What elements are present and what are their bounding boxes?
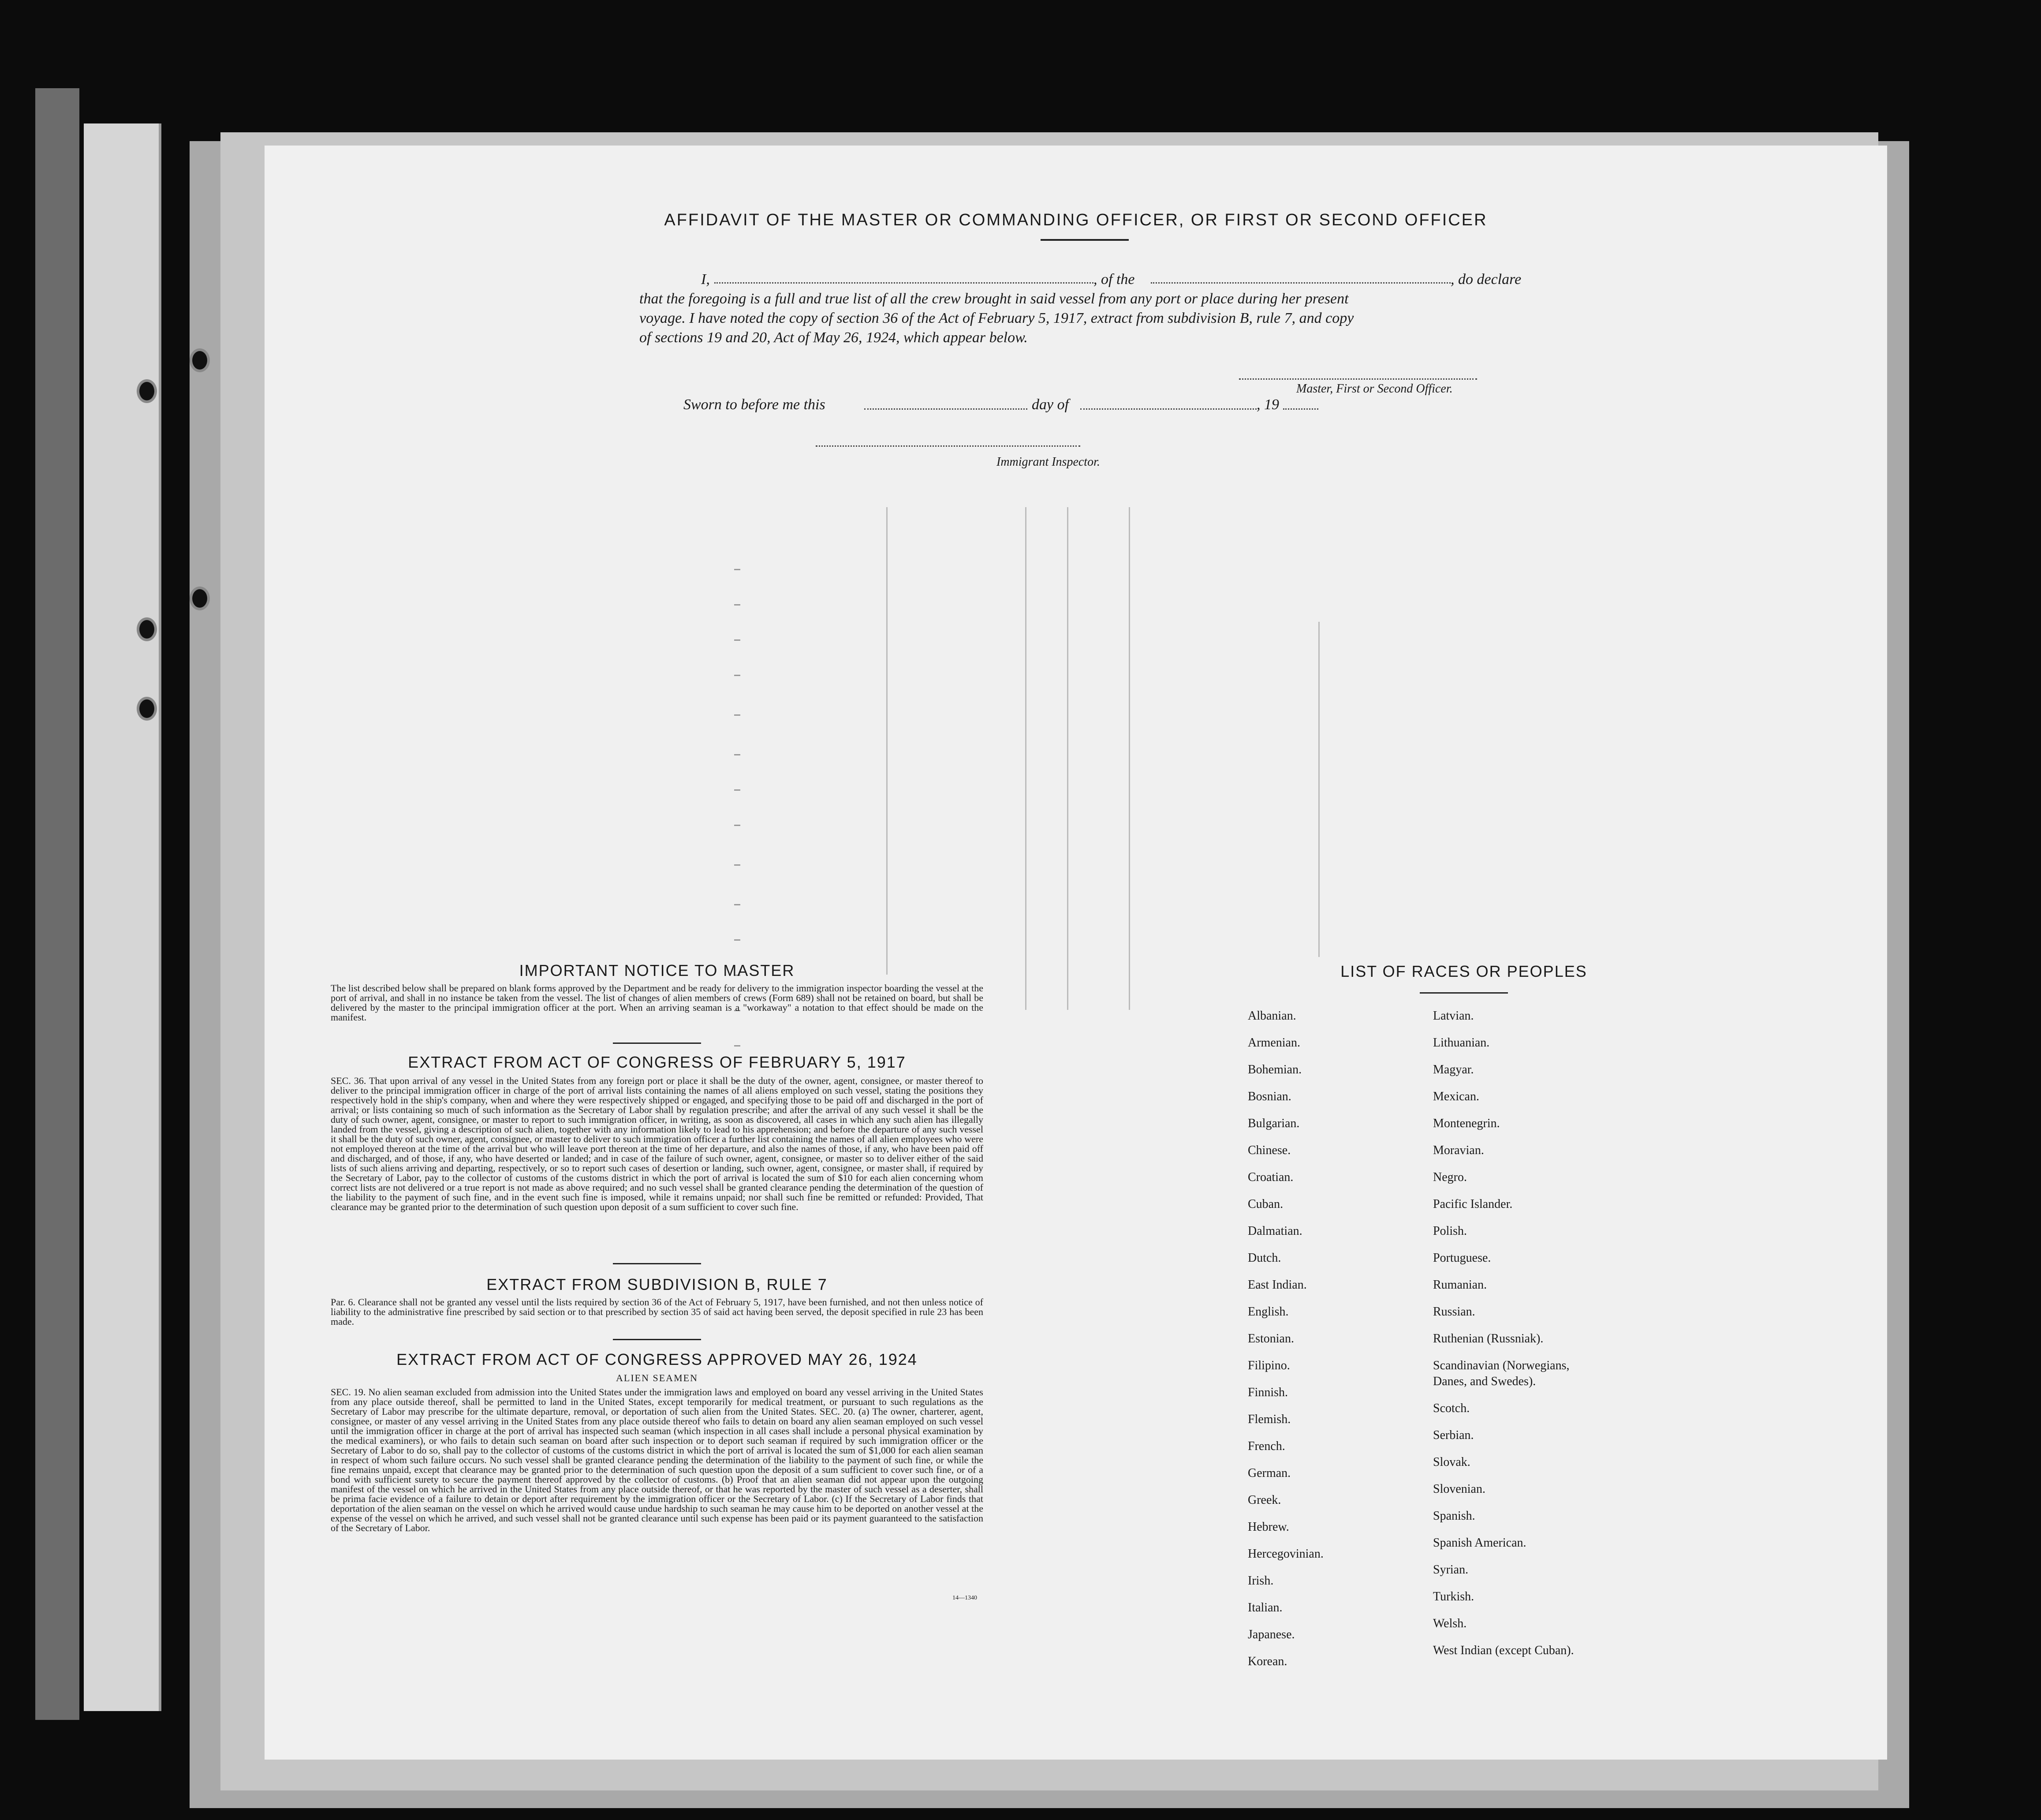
- faint-tick: [734, 569, 740, 570]
- faint-column-line: [1025, 507, 1026, 1010]
- rule-7-title: EXTRACT FROM SUBDIVISION B, RULE 7: [486, 1275, 828, 1293]
- race-item: Pacific Islander.: [1433, 1197, 1513, 1211]
- binder-strip: [35, 88, 79, 1720]
- faint-tick: [734, 1045, 740, 1046]
- race-item: Slovak.: [1433, 1455, 1470, 1469]
- race-item: Albanian.: [1248, 1009, 1296, 1023]
- race-item: Bulgarian.: [1248, 1117, 1300, 1130]
- race-item: Irish.: [1248, 1574, 1274, 1588]
- inspector-label: Immigrant Inspector.: [996, 455, 1100, 469]
- races-list-left: [1248, 1009, 1424, 1697]
- faint-tick: [734, 714, 740, 716]
- race-item: West Indian (except Cuban).: [1433, 1644, 1574, 1657]
- race-item: Ruthenian (Russniak).: [1433, 1332, 1544, 1345]
- punch-hole: [137, 617, 157, 641]
- extract-1924-body: SEC. 19. No alien seaman excluded from admission into the United States under the immigration laws and employed on board any vessel arriving in the United States from any place outside thereof, shall be permitted to land in the United States, except temporarily for medical treatment, or pursuant to such regulations as the Secretary of Labor may prescribe for the ultimate departure, removal, or deportation of such alien from the United States. SEC. 20. (a) The owner, charterer, agent, consignee, or master of any vessel arriving in the United States from any place outside thereof who fails to detain on board any alien seaman employed on such vessel until the immigration officer in charge at the port of arrival has inspected such seaman (which inspection in all cases shall include a personal physical examination by the medical examiners), or who fails to detain such seaman on board after such inspection or to deport such seaman if required by such immigration officer or the Secretary of Labor to do so, shall pay to the collector of customs of the customs district in which the port of arrival is located the sum of $1,000 for each alien seaman in respect of whom such failure occurs. No such vessel shall be granted clearance pending the determination of the liability to the payment of such fine, or while the fine remains unpaid, except that clearance may be granted prior to the determination of such question upon the deposit of a sum sufficient to cover such fine, or of a bond with sufficient surety to secure the payment thereof approved by the collector of customs. (b) Proof that an alien seaman did not appear upon the outgoing manifest of the vessel on which he arrived in the United States from any place outside thereof, or that he was reported by the master of such vessel as a deserter, shall be prima facie evidence of a failure to detain or deport after requirement by the immigration officer or the Secretary of Labor. (c) If the Secretary of Labor finds that deportation of the alien seaman on the vessel on which he arrived would cause undue hardship to such seaman he may cause him to be deported on another vessel at the expense of the vessel on which he arrived, and such vessel shall not be granted clearance until such expense has been paid or its payment guaranteed to the satisfaction of the Secretary of Labor.: [331, 1386, 983, 1533]
- race-item: Syrian.: [1433, 1563, 1469, 1577]
- inspector-signature-field[interactable]: [816, 445, 1080, 447]
- sworn-day-of: day of: [1032, 396, 1069, 413]
- faint-column-line: [1129, 507, 1130, 1010]
- race-item: Dalmatian.: [1248, 1224, 1302, 1238]
- race-item: Spanish American.: [1433, 1536, 1526, 1550]
- race-item: Portuguese.: [1433, 1251, 1491, 1265]
- form-number: 14—1340: [952, 1595, 977, 1601]
- extract-1917-body: SEC. 36. That upon arrival of any vessel in the United States from any foreign port or place it shall be the duty of the owner, agent, consignee, or master thereof to deliver to the principal immigration officer in charge of the port of arrival lists containing the names of all aliens employed on such vessel, stating the positions they respectively hold in the ship's company, when and where they were respectively shipped or engaged, and specifying those to be paid off and discharged in the port of arrival; or lists containing so much of such information as the Secretary of Labor shall by regulation prescribe; and after the arrival of any such vessel it shall be the duty of such owner, agent, consignee, or master to report to such immigration officer, in writing, as soon as discovered, all cases in which any such alien has illegally landed from the vessel, giving a description of such alien, together with any information likely to lead to his apprehension; and before the departure of any such vessel it shall be the duty of such owner, agent, consignee, or master to deliver to such immigration officer a further list containing the names of all alien employees who were not employed thereon at the time of the arrival but who will leave port thereon at the time of her departure, and also the names of those, if any, who have been paid off and discharged, and of those, if any, who have deserted or landed; and in case of the failure of such owner, agent, consignee, or master so to deliver either of the said lists of such aliens arriving and departing, respectively, or so to report such cases of desertion or landing, such owner, agent, consignee, or master shall, if required by the Secretary of Labor, pay to the collector of customs of the customs district in which the port of arrival is located the sum of $10 for each alien concerning whom correct lists are not delivered or a true report is not made as above required; and no such vessel shall be granted clearance pending the determination of the question of the liability to the payment of such fine, and in the event such fine is imposed, while it remains unpaid; nor shall such fine be remitted or refunded: Provided, That clearance may be granted prior to the determination of such question upon deposit of a sum sufficient to cover such fine.: [331, 1075, 983, 1212]
- sworn-text: Sworn to before me this: [683, 396, 825, 413]
- master-signature-field[interactable]: [1239, 378, 1477, 380]
- faint-column-line: [1067, 507, 1068, 1010]
- race-item: Danes, and Swedes).: [1433, 1375, 1536, 1388]
- race-item: Armenian.: [1248, 1036, 1300, 1050]
- faint-tick: [734, 939, 740, 941]
- section-rule: [613, 1043, 701, 1044]
- punch-hole: [137, 697, 157, 721]
- race-item: Welsh.: [1433, 1617, 1467, 1630]
- race-item: Negro.: [1433, 1170, 1467, 1184]
- document-page: [265, 146, 1887, 1760]
- race-item: Turkish.: [1433, 1590, 1474, 1603]
- alien-seamen-subtitle: ALIEN SEAMEN: [616, 1372, 698, 1383]
- faint-tick: [734, 864, 740, 866]
- faint-tick: [734, 825, 740, 826]
- race-item: Dutch.: [1248, 1251, 1281, 1265]
- affidavit-i: I,: [701, 271, 710, 288]
- race-item: Croatian.: [1248, 1170, 1294, 1184]
- race-item: Rumanian.: [1433, 1278, 1487, 1292]
- race-item: Spanish.: [1433, 1509, 1475, 1523]
- race-item: Scotch.: [1433, 1401, 1470, 1415]
- sworn-month-field[interactable]: [1080, 408, 1257, 410]
- affidavit-line-3: voyage. I have noted the copy of section 36 of the Act of February 5, 1917, extract from subdivision B, rule 7, and copy: [639, 310, 1354, 326]
- binder-tab: [84, 123, 161, 1711]
- notice-body: The list described below shall be prepared on blank forms approved by the Department and be ready for delivery to the immigration inspector boarding the vessel at the port of arrival, and shall in no instance be taken from the vessel. The list of changes of alien members of crews (Form 689) shall not be retained on board, but shall be delivered by the master to the principal immigration officer at the port. When an arriving seaman is a "workaway" a notation to that effect should be made on the manifest.: [331, 983, 983, 1023]
- race-item: Bohemian.: [1248, 1063, 1302, 1076]
- title-rule: [1041, 239, 1129, 241]
- race-item: Scandinavian (Norwegians,: [1433, 1359, 1570, 1372]
- race-item: Italian.: [1248, 1601, 1283, 1614]
- punch-hole: [137, 379, 157, 403]
- section-rule: [613, 1339, 701, 1340]
- race-item: German.: [1248, 1466, 1291, 1480]
- race-item: Flemish.: [1248, 1413, 1291, 1426]
- race-item: Japanese.: [1248, 1628, 1295, 1641]
- races-rule: [1420, 992, 1508, 994]
- sworn-date-field[interactable]: [864, 408, 1027, 410]
- sworn-year-field[interactable]: [1283, 408, 1318, 410]
- sworn-year: , 19: [1257, 396, 1279, 413]
- race-item: East Indian.: [1248, 1278, 1307, 1292]
- faint-tick: [734, 604, 740, 605]
- races-title: LIST OF RACES OR PEOPLES: [1340, 962, 1587, 980]
- master-label: Master, First or Second Officer.: [1296, 382, 1453, 396]
- affidavit-line-2: that the foregoing is a full and true list of all the crew brought in said vessel from any port or place during her present: [639, 291, 1349, 307]
- faint-tick: [734, 789, 740, 791]
- race-item: Serbian.: [1433, 1428, 1474, 1442]
- rule-7-body: Par. 6. Clearance shall not be granted any vessel until the lists required by section 36 of the Act of February 5, 1917, have been furnished, and not then unless notice of liability to the administrative fine prescribed by said section or to that prescribed by section 35 of said act having been served, the deposit specified in rule 23 has been made.: [331, 1297, 983, 1327]
- faint-column-line: [886, 507, 888, 975]
- extract-1924-title: EXTRACT FROM ACT OF CONGRESS APPROVED MAY 26, 1924: [396, 1350, 918, 1368]
- section-rule: [613, 1263, 701, 1264]
- faint-tick: [734, 754, 740, 755]
- vessel-field[interactable]: [1151, 282, 1451, 284]
- faint-column-line: [1318, 622, 1320, 957]
- race-item: Slovenian.: [1433, 1482, 1485, 1496]
- affidavit-title: AFFIDAVIT OF THE MASTER OR COMMANDING OFFICER, OR FIRST OR SECOND OFFICER: [664, 211, 1488, 229]
- race-item: Latvian.: [1433, 1009, 1474, 1023]
- race-item: Polish.: [1433, 1224, 1467, 1238]
- race-item: Filipino.: [1248, 1359, 1290, 1372]
- race-item: Montenegrin.: [1433, 1117, 1500, 1130]
- name-field[interactable]: [714, 282, 1093, 284]
- race-item: Korean.: [1248, 1655, 1287, 1668]
- race-item: Mexican.: [1433, 1090, 1479, 1103]
- races-list-right: [1433, 1009, 1706, 1697]
- race-item: Bosnian.: [1248, 1090, 1291, 1103]
- affidavit-line-4: of sections 19 and 20, Act of May 26, 1924, which appear below.: [639, 329, 1028, 346]
- extract-1917-title: EXTRACT FROM ACT OF CONGRESS OF FEBRUARY 5, 1917: [408, 1053, 906, 1071]
- race-item: English.: [1248, 1305, 1289, 1319]
- faint-tick: [734, 904, 740, 905]
- faint-tick: [734, 639, 740, 641]
- race-item: Russian.: [1433, 1305, 1475, 1319]
- race-item: Hercegovinian.: [1248, 1547, 1324, 1561]
- faint-tick: [734, 675, 740, 676]
- race-item: Moravian.: [1433, 1144, 1484, 1157]
- race-item: Greek.: [1248, 1493, 1281, 1507]
- race-item: Finnish.: [1248, 1386, 1288, 1399]
- notice-title: IMPORTANT NOTICE TO MASTER: [519, 961, 795, 979]
- race-item: Estonian.: [1248, 1332, 1294, 1345]
- punch-hole: [190, 587, 210, 610]
- punch-hole: [190, 348, 210, 372]
- race-item: Magyar.: [1433, 1063, 1474, 1076]
- race-item: Hebrew.: [1248, 1520, 1289, 1534]
- race-item: Chinese.: [1248, 1144, 1291, 1157]
- affidavit-declare: , do declare: [1451, 271, 1522, 288]
- affidavit-of-the: , of the: [1093, 271, 1135, 288]
- race-item: Cuban.: [1248, 1197, 1284, 1211]
- race-item: French.: [1248, 1439, 1285, 1453]
- race-item: Lithuanian.: [1433, 1036, 1490, 1050]
